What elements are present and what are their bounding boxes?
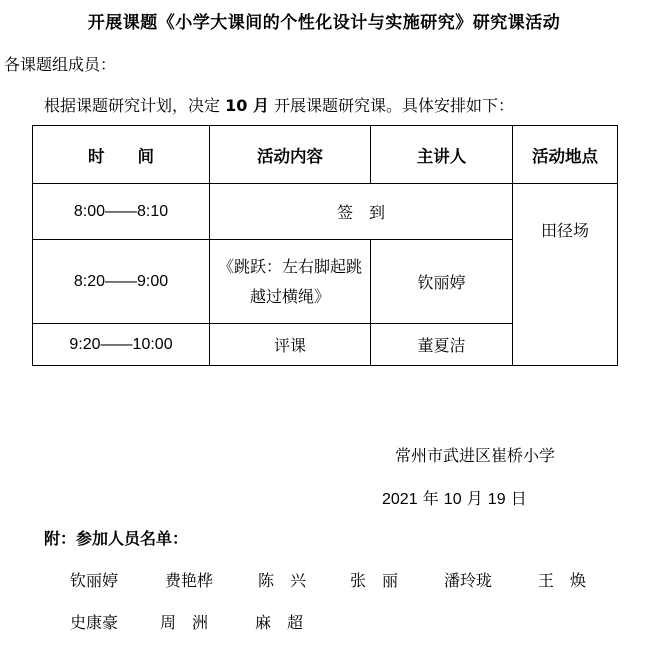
date-month: 10 xyxy=(443,491,462,508)
header-time: 时 间 xyxy=(33,126,210,184)
row-content: 《跳跃：左右脚起跳越过横绳》 xyxy=(217,256,362,306)
row-time: 8:00——8:10 xyxy=(33,184,210,240)
header-speaker: 主讲人 xyxy=(371,126,513,184)
date-day: 19 xyxy=(487,491,506,508)
date-day-unit: 日 xyxy=(510,489,527,508)
attendee-name: 钦丽婷 xyxy=(70,571,119,590)
greeting: 各课题组成员： xyxy=(4,55,117,74)
intro-month: 10 月 xyxy=(225,96,269,115)
header-location: 活动地点 xyxy=(513,126,618,184)
date-year-unit: 年 xyxy=(422,489,439,508)
attendee-name: 潘玲珑 xyxy=(444,571,493,590)
attendee-name: 王 焕 xyxy=(538,571,587,590)
document-date xyxy=(382,486,527,509)
header-content: 活动内容 xyxy=(210,126,371,184)
schedule-table xyxy=(32,125,618,366)
location-cell: 田径场 xyxy=(513,184,618,366)
document-title: 开展课题《小学大课间的个性化设计与实施研究》研究课活动 xyxy=(87,13,561,33)
row-content-cell xyxy=(210,240,371,324)
attendee-name: 费艳桦 xyxy=(165,571,214,590)
attendee-name: 史康豪 xyxy=(70,613,119,632)
row-time: 8:20——9:00 xyxy=(33,240,210,324)
row-content: 签 到 xyxy=(210,184,513,240)
table-header-row xyxy=(33,126,618,184)
attendee-name: 麻 超 xyxy=(255,613,304,632)
row-speaker: 董夏洁 xyxy=(371,324,513,366)
row-time: 9:20——10:00 xyxy=(33,324,210,366)
row-content: 评课 xyxy=(210,324,371,366)
organization-name: 常州市武进区崔桥小学 xyxy=(395,446,556,465)
attendees-label: 附：参加人员名单： xyxy=(44,529,189,548)
row-speaker: 钦丽婷 xyxy=(371,240,513,324)
table-row xyxy=(33,184,618,240)
attendee-name: 周 洲 xyxy=(160,613,209,632)
date-month-unit: 月 xyxy=(466,489,483,508)
intro-before: 根据课题研究计划，决定 xyxy=(44,96,221,115)
attendee-name: 张 丽 xyxy=(350,571,399,590)
date-year: 2021 xyxy=(382,491,418,508)
intro-after: 开展课题研究课。具体安排如下： xyxy=(274,96,515,115)
intro-paragraph xyxy=(44,93,514,116)
attendee-name: 陈 兴 xyxy=(258,571,307,590)
